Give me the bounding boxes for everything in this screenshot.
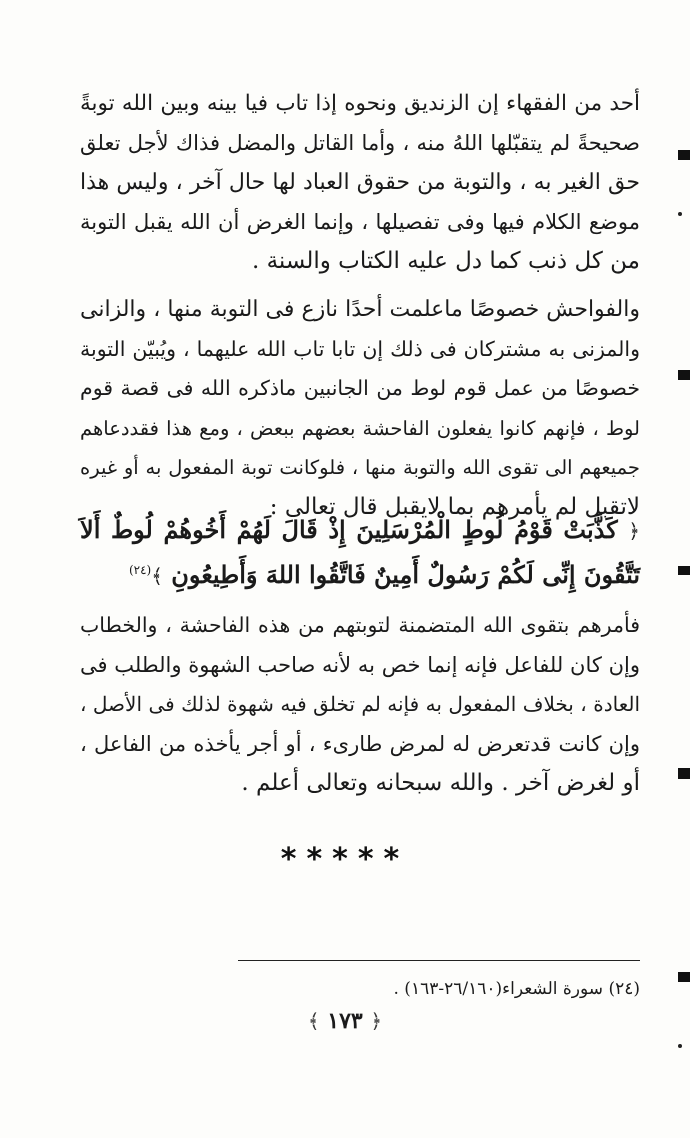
text-line: فأمرهم بتقوى الله المتضمنة لتوبتهم من هذه الفاحشة ، والخطاب — [80, 613, 640, 637]
paragraph-1 — [80, 84, 640, 282]
text-line: والفواحش خصوصًا ماعلمت أحدًا نازع فى التوبة منها ، والزانى — [80, 297, 640, 322]
text-line: وإن كان للفاعل فإنه إنما خص به لأنه صاحب الشهوة والطلب فى — [80, 652, 640, 677]
footnote-divider — [238, 960, 640, 961]
footnote-text: سورة الشعراء(٢٦/١٦٠-١٦٣) . — [393, 979, 604, 999]
footnote-number: (٢٤) — [608, 979, 640, 999]
scan-dot-mark — [678, 1044, 682, 1048]
quran-quote — [80, 510, 640, 590]
text-line: خصوصًا من عمل قوم لوط من الجانبين ماذكره الله فى قصة قوم — [80, 376, 640, 400]
section-separator: ***** — [280, 842, 410, 877]
paragraph-3 — [80, 606, 640, 804]
scan-edge-mark — [678, 566, 690, 575]
scan-edge-mark — [678, 972, 690, 982]
footnote-reference: (٢٤) — [128, 563, 152, 577]
page-number — [0, 1008, 690, 1034]
quote-line-2 — [80, 550, 640, 590]
text-line: وإن كانت قدتعرض له لمرض طارىء ، أو أجر يأخذه من الفاعل ، — [80, 731, 640, 756]
scan-dot-mark — [678, 212, 682, 216]
footnote — [300, 976, 640, 1002]
page-number-left-bracket: ﴿ — [370, 1009, 383, 1033]
quote-open-bracket: ﴿ — [628, 519, 640, 543]
text-line: أحد من الفقهاء إن الزنديق ونحوه إذا تاب فيا بينه وبين الله توبةً — [80, 91, 640, 116]
quote-text-1: كَذَّبَتْ قَوْمُ لُوطٍ الْمُرْسَلِينَ إِذْ قَالَ لَهُمْ أَخُوهُمْ لُوطٌ أَلاَ — [80, 515, 618, 544]
text-line: والمزنى به مشتركان فى ذلك إن تابا تاب الله عليهما ، ويُبيّن التوبة — [80, 336, 640, 361]
text-line: من كل ذنب كما دل عليه الكتاب والسنة . — [251, 248, 640, 274]
text-line: لوط ، فإنهم كانوا يفعلون الفاحشة بعضهم ببعض ، ومع هذا فقددعاهم — [80, 416, 640, 440]
paragraph-2 — [80, 290, 640, 527]
text-line: أو لغرض آخر . والله سبحانه وتعالى أعلم . — [241, 770, 640, 796]
scan-edge-mark — [678, 150, 690, 160]
text-line: العادة ، بخلاف المفعول به فإنه لم تخلق فيه شهوة لذلك فى الأصل ، — [80, 692, 640, 716]
text-line: موضع الكلام فيها وفى تفصيلها ، وإنما الغرض أن الله يقبل التوبة — [80, 209, 640, 234]
scan-edge-mark — [678, 370, 690, 380]
text-line: صحيحةً لم يتقبّلها اللهُ منه ، وأما القاتل والمضل فذاك لأجل تعلق — [80, 130, 640, 155]
page-number-value: ١٧٣ — [327, 1008, 363, 1034]
quote-close-bracket: ﴾ — [151, 564, 163, 588]
quote-line-1 — [80, 510, 640, 550]
quote-text-2: تَتَّقُونَ إِنِّى لَكُمْ رَسُولٌ أَمِينٌ فَاتَّقُوا اللهَ وَأَطِيعُونِ — [171, 560, 640, 589]
page-number-right-bracket: ﴾ — [307, 1009, 320, 1033]
scan-edge-mark — [678, 768, 690, 779]
text-line: حق الغير به ، والتوبة من حقوق العباد لها حال آخر ، وليس هذا — [80, 170, 640, 195]
text-line: لاتقبل لم يأمرهم بما لايقبل قال تعالى : — [269, 493, 640, 520]
text-line: جميعهم الى تقوى الله والتوبة منها ، فلوكانت توبة المفعول به أو غيره — [80, 456, 640, 479]
